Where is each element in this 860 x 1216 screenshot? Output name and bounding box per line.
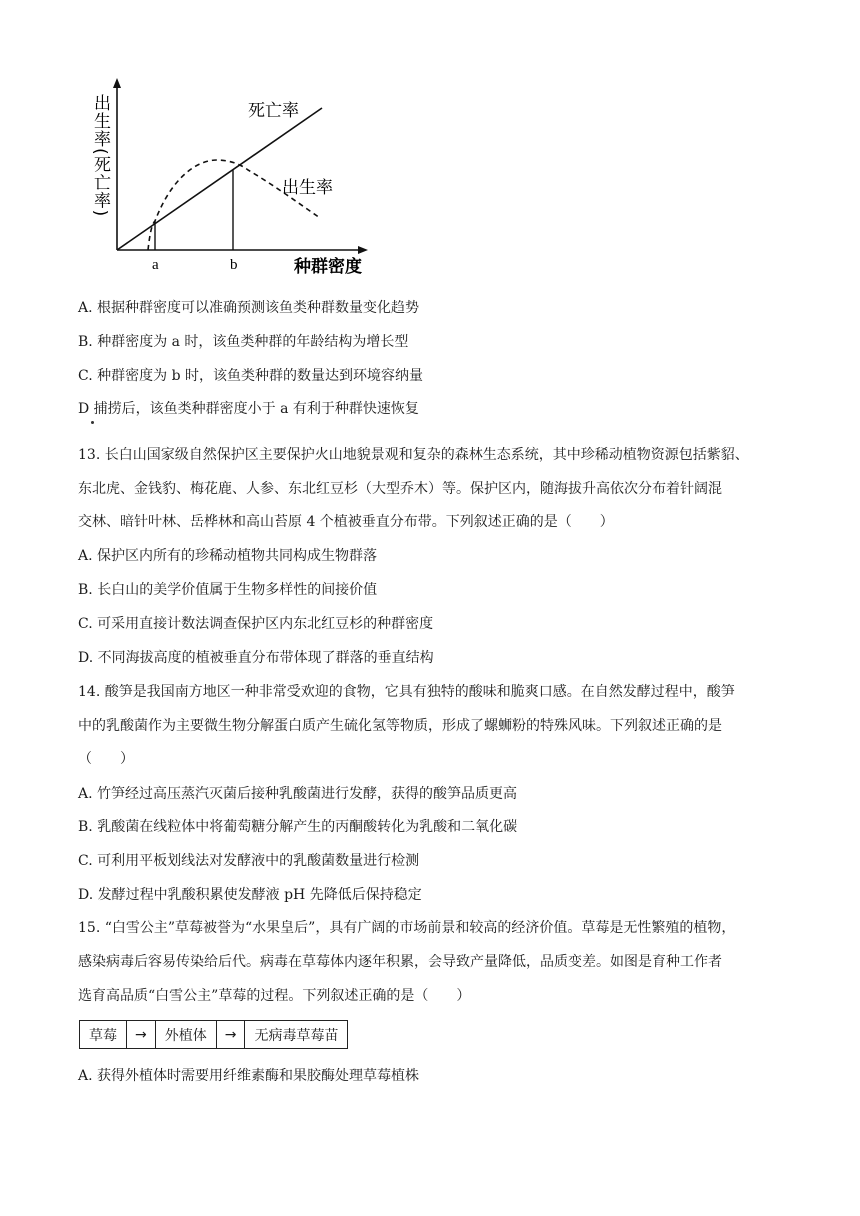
birth-rate-label: 出生率	[282, 178, 333, 198]
tick-a: a	[152, 257, 159, 273]
q13-option-c: C. 可采用直接计数法调查保护区内东北红豆杉的种群密度	[78, 616, 434, 632]
q13-option-a: A. 保护区内所有的珍稀动植物共同构成生物群落	[78, 548, 378, 564]
tick-b: b	[230, 257, 238, 273]
q15-stem-line-2: 感染病毒后容易传染给后代。病毒在草莓体内逐年积累，会导致产量降低，品质变差。如图是育种工作者	[78, 954, 722, 970]
q13-stem-line-3: 交林、暗针叶林、岳桦林和高山苔原 4 个植被垂直分布带。下列叙述正确的是（ ）	[78, 514, 614, 530]
y-axis-label: 出生率(死亡率)	[90, 94, 110, 218]
flow-arrow-1: →	[127, 1021, 156, 1048]
q14-option-c: C. 可利用平板划线法对发酵液中的乳酸菌数量进行检测	[78, 853, 420, 869]
q12-option-d: D 捕捞后，该鱼类种群密度小于 a 有利于种群快速恢复	[78, 401, 419, 417]
q12-option-b: B. 种群密度为 a 时，该鱼类种群的年龄结构为增长型	[78, 334, 409, 350]
q14-stem-line-2: 中的乳酸菌作为主要微生物分解蛋白质产生硫化氢等物质，形成了螺蛳粉的特殊风味。下列叙述正确的是	[78, 718, 722, 734]
q13-stem-line-2: 东北虎、金钱豹、梅花鹿、人参、东北红豆杉（大型乔木）等。保护区内，随海拔升高依次分布着针阔混	[78, 481, 722, 497]
birth-rate-curve	[148, 160, 320, 250]
flow-step-virus-free-seedling: 无病毒草莓苗	[254, 1027, 339, 1044]
x-axis-label: 种群密度	[294, 257, 362, 277]
dot-mark	[91, 421, 94, 424]
q15-option-a: A. 获得外植体时需要用纤维素酶和果胶酶处理草莓植株	[78, 1068, 420, 1084]
q14-stem-line-1: 14. 酸笋是我国南方地区一种非常受欢迎的食物，它具有独特的酸味和脆爽口感。在自然发酵过程中，酸笋	[78, 684, 735, 700]
q14-stem-line-3: （ ）	[78, 751, 134, 767]
q12-option-c: C. 种群密度为 b 时，该鱼类种群的数量达到环境容纳量	[78, 368, 423, 384]
flow-step-strawberry: 草莓	[80, 1021, 127, 1048]
breeding-flow-chart	[79, 1020, 348, 1049]
q14-option-a: A. 竹笋经过高压蒸汽灭菌后接种乳酸菌进行发酵，获得的酸笋品质更高	[78, 786, 518, 802]
q13-stem-line-1: 13. 长白山国家级自然保护区主要保护火山地貌景观和复杂的森林生态系统，其中珍稀动植物资源包括紫貂、	[78, 447, 749, 463]
q12-option-a: A. 根据种群密度可以准确预测该鱼类种群数量变化趋势	[78, 300, 420, 316]
birth-death-rate-graph	[82, 72, 382, 282]
flow-arrow-2: →	[217, 1021, 246, 1048]
q13-option-b: B. 长白山的美学价值属于生物多样性的间接价值	[78, 582, 378, 598]
q13-option-d: D. 不同海拔高度的植被垂直分布带体现了群落的垂直结构	[78, 650, 434, 666]
q15-stem-line-1: 15. “白雪公主”草莓被誉为“水果皇后”，具有广阔的市场前景和较高的经济价值。草莓是无性繁殖的植物，	[78, 920, 736, 936]
death-rate-label: 死亡率	[248, 101, 299, 121]
flow-step-explant: 外植体	[156, 1021, 217, 1048]
q14-option-d: D. 发酵过程中乳酸积累使发酵液 pH 先降低后保持稳定	[78, 887, 422, 903]
q14-option-b: B. 乳酸菌在线粒体中将葡萄糖分解产生的丙酮酸转化为乳酸和二氧化碳	[78, 819, 518, 835]
q15-stem-line-3: 选育高品质“白雪公主”草莓的过程。下列叙述正确的是（ ）	[78, 988, 471, 1004]
